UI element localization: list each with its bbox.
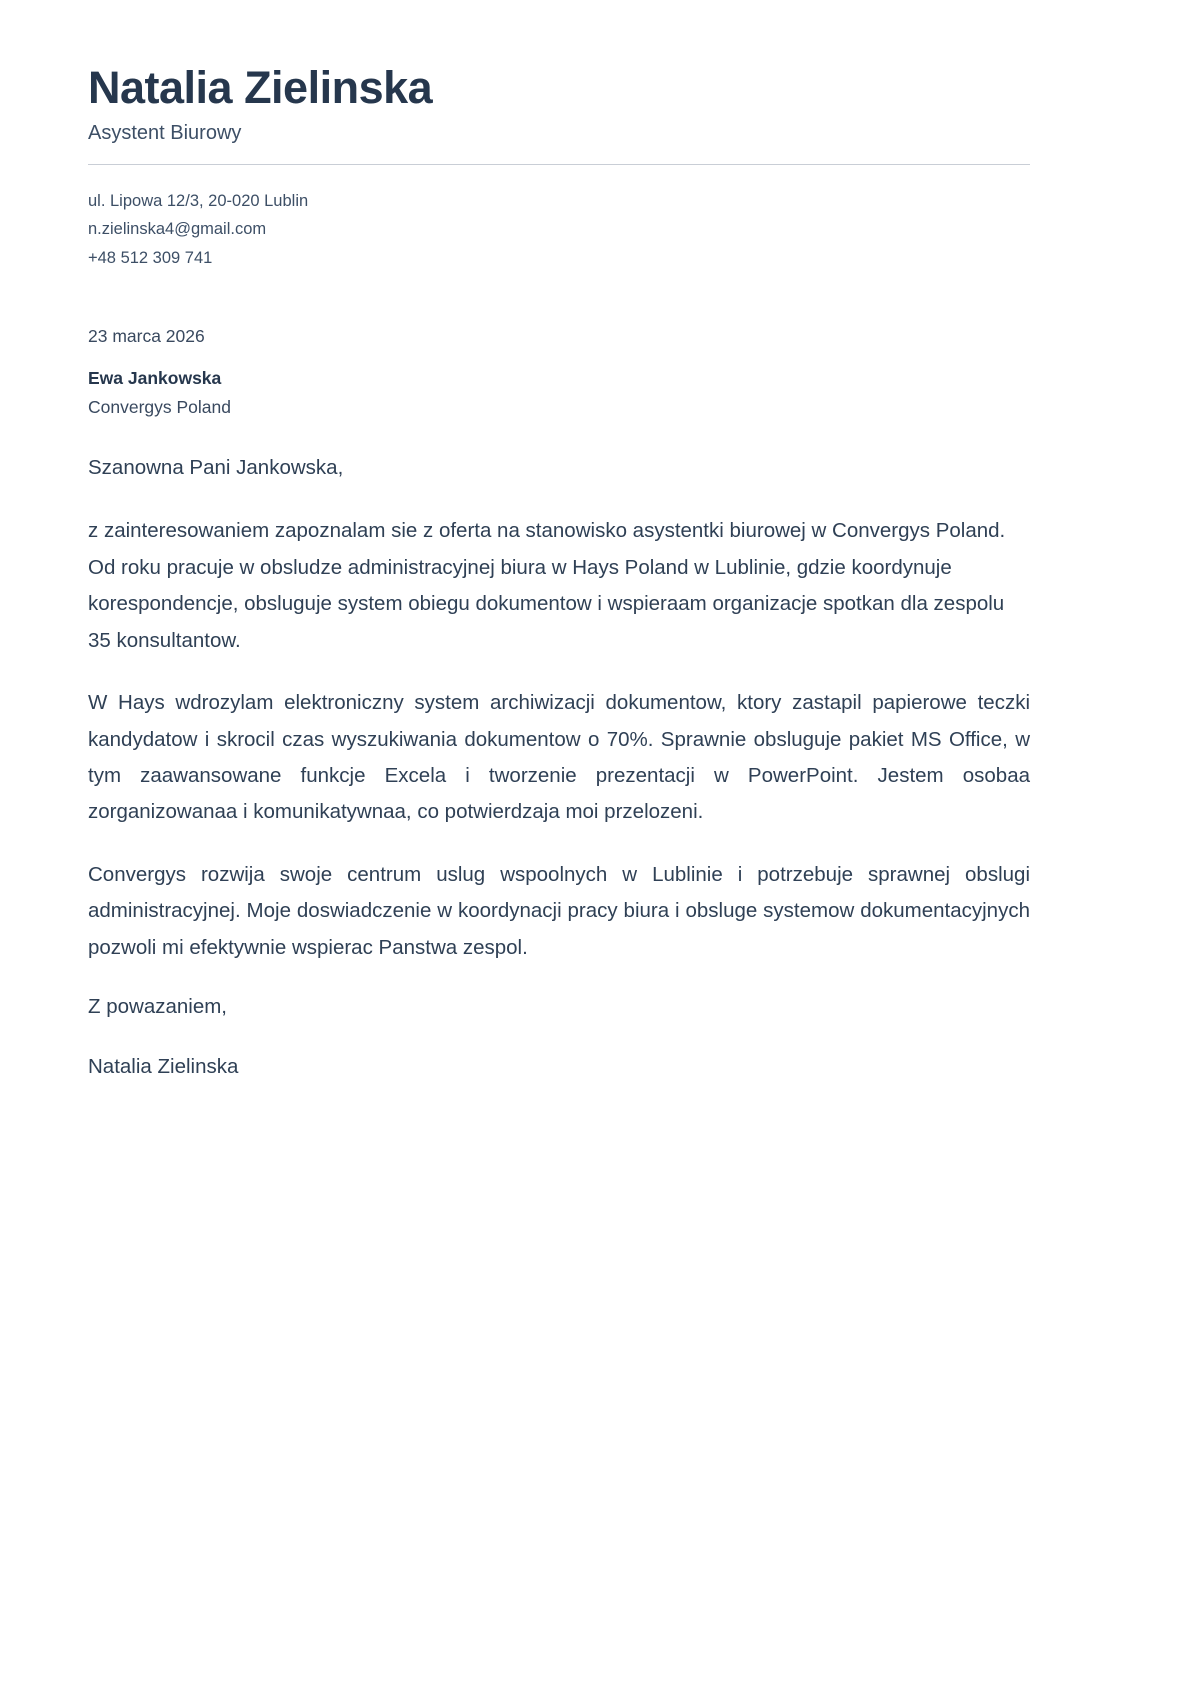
letter-date: 23 marca 2026 [88, 325, 205, 346]
applicant-job-title: Asystent Biurowy [88, 121, 242, 144]
letter-paragraph-1: z zainteresowaniem zapoznalam sie z oferta na stanowisko asystentki biurowej w Convergys Poland. Od roku pracuje w obsludze administracyjnej biura w Hays Poland w Lublinie, gdzie koordynuje korespondencje, obsluguje system obiegu dokumentow i wspieraam organizacje spotkan dla zespolu 35 konsultantow. [88, 519, 1006, 652]
applicant-name: Natalia Zielinska [88, 62, 433, 113]
recipient-name: Ewa Jankowska [88, 368, 222, 389]
contact-address: ul. Lipowa 12/3, 20-020 Lublin [88, 191, 309, 210]
letter-paragraph-3: Convergys rozwija swoje centrum uslug wspoolnych w Lublinie i potrzebuje sprawnej obslugi administracyjnej. Moje doswiadczenie w koordynacji pracy biura i obsluge systemow dokumentacyjnych pozwoli mi efektywnie wspierac Panstwa zespol. [88, 862, 1030, 959]
letter-closing: Z powazaniem, [88, 995, 228, 1019]
letter-salutation: Szanowna Pani Jankowska, [88, 456, 344, 480]
contact-block [88, 187, 1030, 272]
letter-paragraph-2: W Hays wdrozylam elektroniczny system archiwizacji dokumentow, ktory zastapil papierowe teczki kandydatow i skrocil czas wyszukiwania dokumentow o 70%. Sprawnie obsluguje pakiet MS Office, w tym zaawansowane funkcje Excela i tworzenie prezentacji w PowerPoint. Jestem osobaa zorganizowanaa i komunikatywnaa, co potwierdzaja moi przelozeni. [88, 691, 1030, 824]
contact-phone: +48 512 309 741 [88, 248, 213, 267]
contact-email: n.zielinska4@gmail.com [88, 220, 267, 239]
letter-signature: Natalia Zielinska [88, 1055, 239, 1079]
recipient-company: Convergys Poland [88, 396, 231, 417]
header-divider [88, 164, 1030, 165]
